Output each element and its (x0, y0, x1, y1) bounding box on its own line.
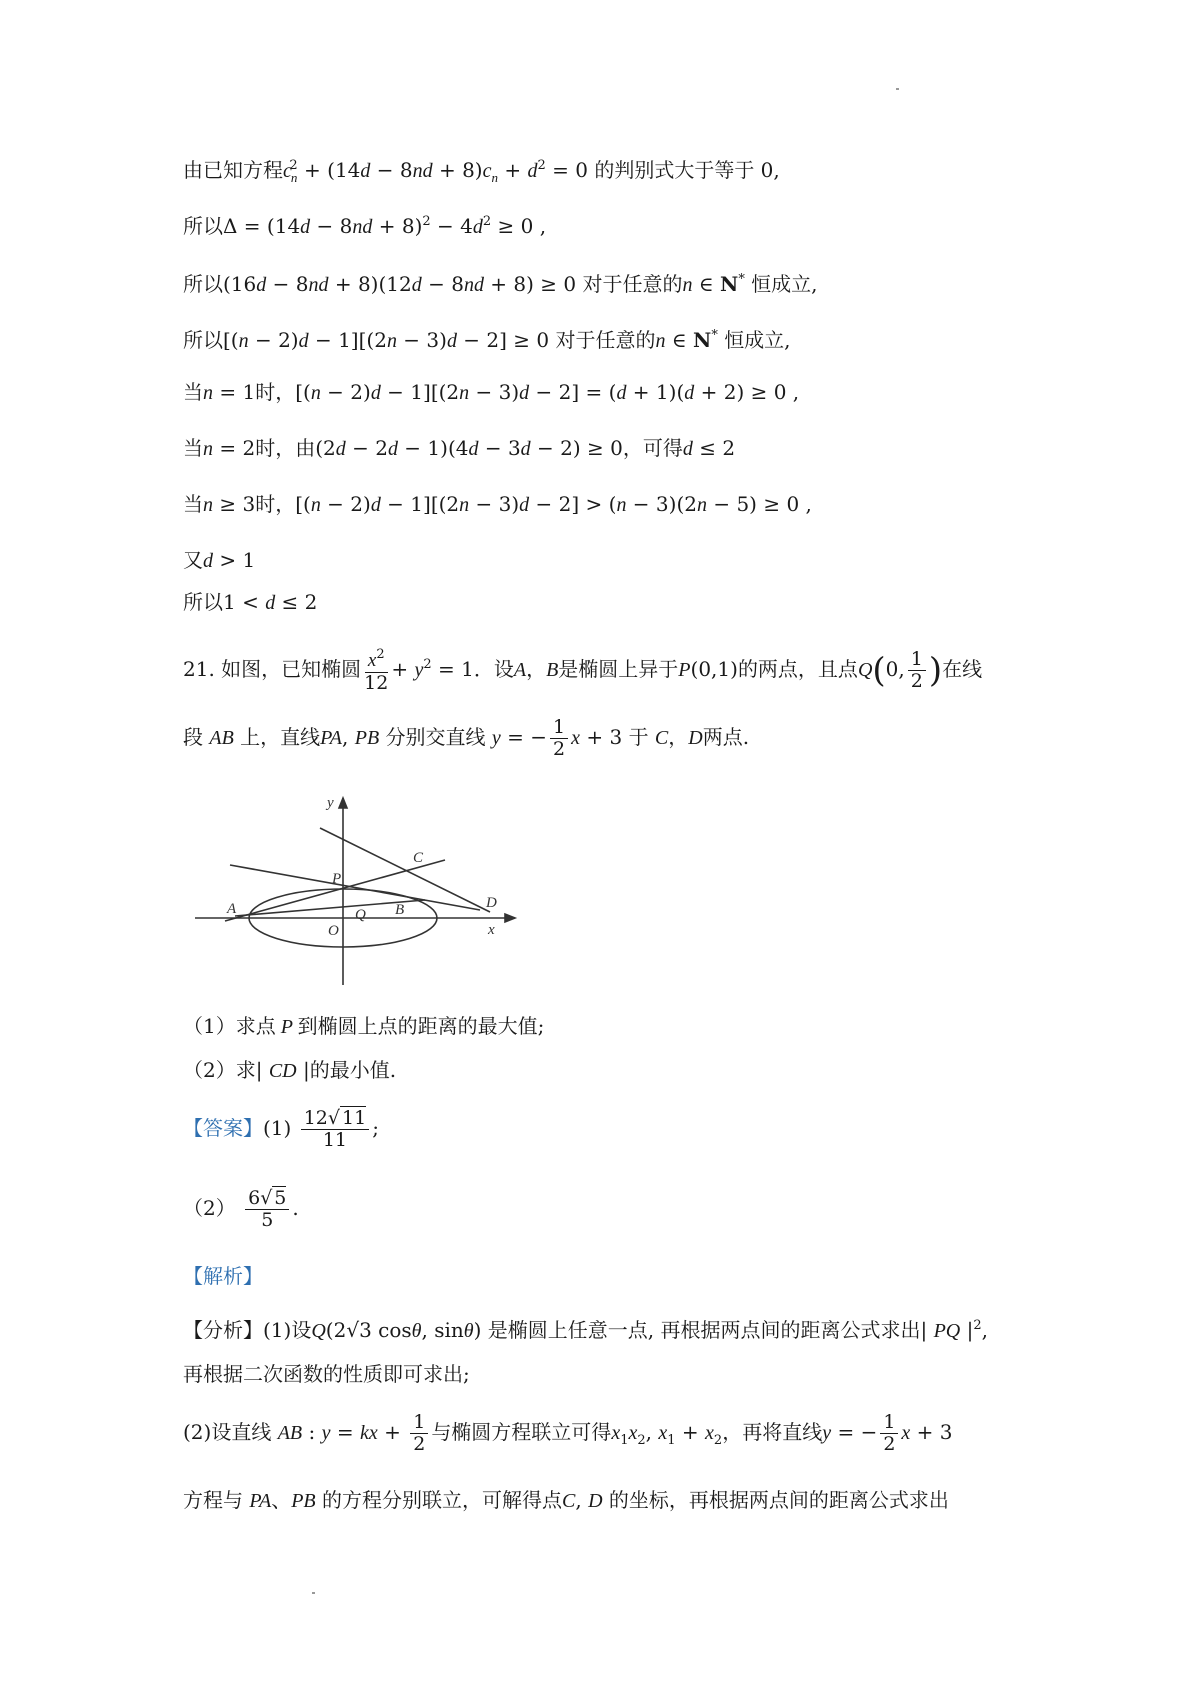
line-9: 所以1 < d ≤ 2 (183, 590, 318, 614)
x-axis-arrow (505, 914, 515, 922)
line-6: 当n = 2时，由(2d − 2d − 1)(4d − 3d − 2) ≥ 0，可得d ≤ 2 (183, 436, 736, 460)
label-y: y (327, 795, 334, 811)
line-4: 所以[(n − 2)d − 1][(2n − 3)d − 2] ≥ 0 对于任意的n ∈ N* 恒成立, (183, 328, 791, 352)
answer-tag: 【答案】 (183, 1116, 263, 1140)
question-1: （1）求点 P 到椭圆上点的距离的最大值; (183, 1014, 545, 1038)
analysis-tag: 【解析】 (183, 1264, 263, 1288)
line-2: 所以$\Delta = (14d - 8nd + 8)^2 - 4d^2 \ge 0$ , (183, 214, 547, 238)
label-c: C (413, 850, 424, 866)
analysis-3: (2)设直线 AB : y = kx + $\frac{1}{2}$ 与椭圆方程联立可得$x_1x_2$, $x_1 + x_2$，再将直线y = − $\frac{1}{2}$ x + 3 (183, 1411, 953, 1455)
line-3: 所以(16d − 8nd + 8)(12d − 8nd + 8) ≥ 0 对于任意的n ∈ N* 恒成立, (183, 272, 818, 296)
line-top (230, 865, 480, 910)
problem-21-line-1: 21. 如图，已知椭圆 $\frac{x^2}{12}$ + $y^2 = 1$．设A，B是椭圆上异于P(0,1)的两点，且点Q(0, $\frac{1}{2}$ )在线 (183, 646, 983, 694)
analysis-1: 【分析】(1)设Q(2√3 cosθ, sinθ) 是椭圆上任意一点, 再根据两点间的距离公式求出| PQ $|^2$, (183, 1318, 988, 1342)
label-b: B (395, 902, 405, 918)
line-7: 当n ≥ 3时，[(n − 2)d − 1][(2n − 3)d − 2] > (n − 3)(2n − 5) ≥ 0 , (183, 492, 812, 516)
y-axis-arrow (339, 798, 347, 808)
answer-2: （2） $\frac{6√ 5}{5}$ . (183, 1187, 299, 1231)
label-q: Q (355, 907, 366, 923)
line-1: 由已知方程$c_n^2 + (14d - 8nd + 8)c_n + d^2 = 0$ 的判别式大于等于 0, (183, 158, 780, 185)
label-a: A (227, 901, 237, 917)
speck (896, 88, 899, 90)
answer-1: 【答案】(1) $\frac{12√ 11}{11}$ ; (183, 1107, 379, 1151)
line-pa (225, 860, 445, 921)
speck (312, 1592, 315, 1594)
question-2: （2）求| CD |的最小值. (183, 1058, 397, 1082)
label-d: D (486, 895, 497, 911)
label-o: O (328, 923, 339, 939)
equation: $c_n^2 + (14d - 8nd + 8)c_n + d^2 = 0$ (283, 158, 595, 185)
analysis-4: 方程与 PA、PB 的方程分别联立，可解得点C, D 的坐标，再根据两点间的距离公式求出 (183, 1488, 949, 1512)
line-8: 又d > 1 (183, 548, 256, 572)
ellipse-figure (190, 790, 520, 990)
line-cd (320, 828, 490, 912)
line-5: 当n = 1时，[(n − 2)d − 1][(2n − 3)d − 2] = (d + 1)(d + 2) ≥ 0 , (183, 380, 800, 404)
label-p: P (332, 871, 342, 887)
problem-21-line-2: 段 AB 上，直线PA, PB 分别交直线 y = − $\frac{1}{2}$ x + 3 于 C，D两点. (183, 716, 750, 760)
analysis-2: 再根据二次函数的性质即可求出; (183, 1362, 470, 1386)
label-x: x (488, 922, 495, 938)
